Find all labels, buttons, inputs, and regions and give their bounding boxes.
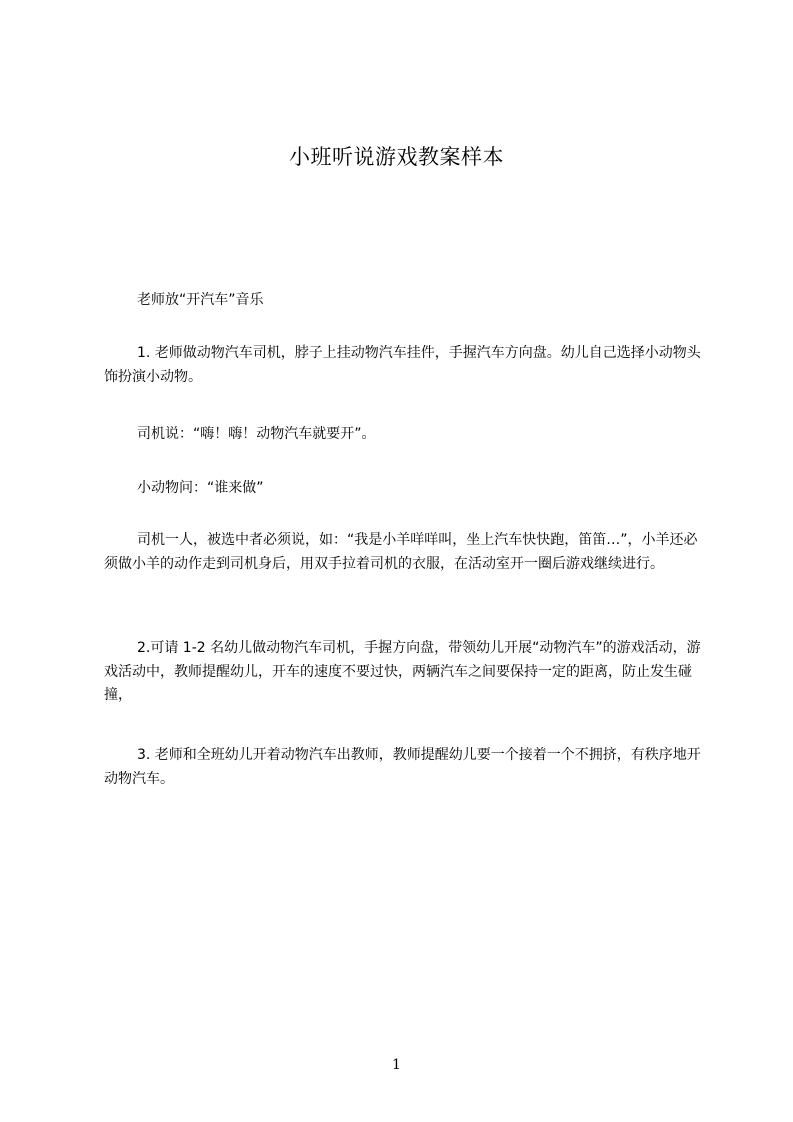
paragraph-step-3: 3. 老师和全班幼儿开着动物汽车出教师，教师提醒幼儿要一个接着一个不拥挤，有秩序地开动物汽车。 — [104, 747, 701, 787]
paragraph-animal-asks: 小动物问：“谁来做” — [137, 480, 264, 496]
paragraph-music: 老师放“开汽车”音乐 — [137, 292, 264, 308]
paragraph-step-1: 1. 老师做动物汽车司机，脖子上挂动物汽车挂件，手握汽车方向盘。幼儿自己选择小动物头饰扮演小动物。 — [104, 345, 701, 385]
page-number: 1 — [392, 1057, 401, 1073]
paragraph-step-2: 2.可请 1-2 名幼儿做动物汽车司机，手握方向盘，带领幼儿开展“动物汽车”的游戏活动，游戏活动中，教师提醒幼儿，开车的速度不要过快，两辆汽车之间要保持一定的距离，防止发生碰撞， — [104, 640, 701, 703]
document-title: 小班听说游戏教案样本 — [289, 145, 504, 169]
paragraph-driver-says: 司机说：“嗨！嗨！动物汽车就要开”。 — [137, 426, 376, 442]
paragraph-game-rule: 司机一人，被选中者必须说，如：“我是小羊咩咩叫，坐上汽车快快跑，笛笛…”，小羊还必须做小羊的动作走到司机身后，用双手拉着司机的衣服，在活动室开一圈后游戏继续进行。 — [104, 532, 698, 572]
